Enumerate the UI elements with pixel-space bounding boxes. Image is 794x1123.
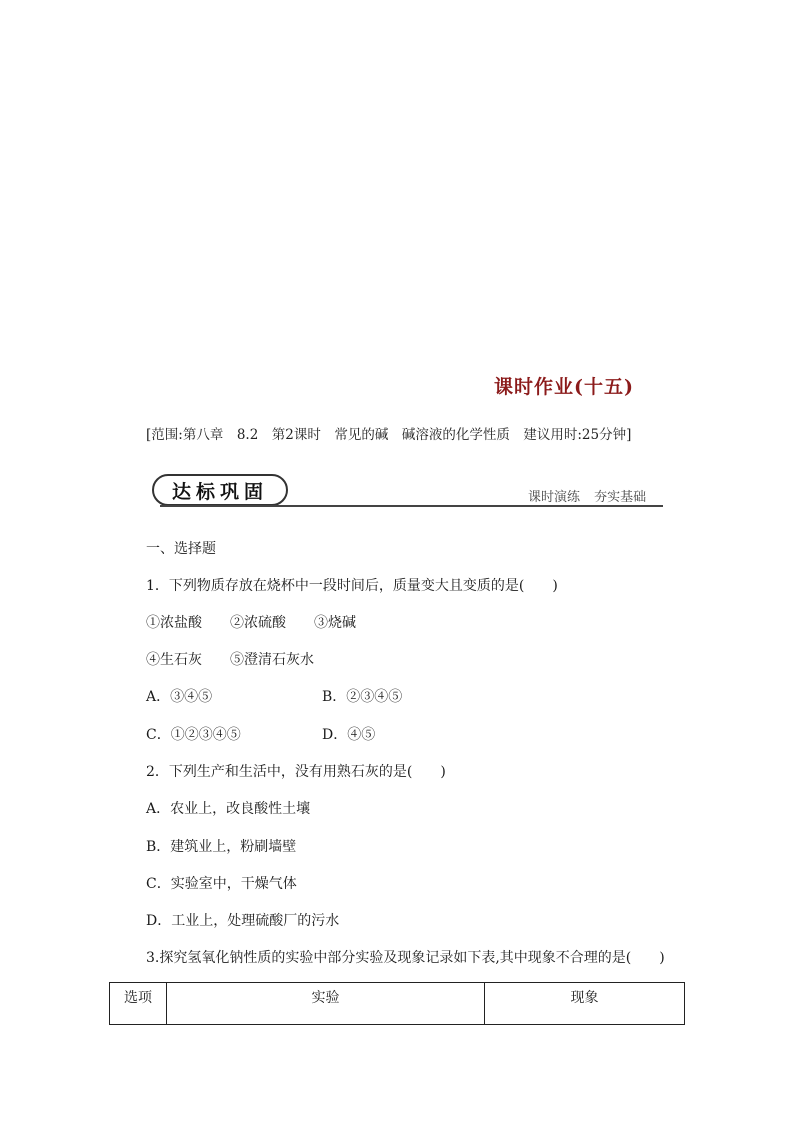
banner-slogan: 课时演练 夯实基础	[528, 490, 647, 505]
table-header-row	[110, 983, 685, 1025]
q2-option-a: A．农业上，改良酸性土壤	[146, 801, 311, 817]
q3-stem: 3.探究氢氧化钠性质的实验中部分实验及现象记录如下表,其中现象不合理的是( )	[146, 950, 665, 966]
q2-option-c: C．实验室中，干燥气体	[146, 876, 297, 892]
section-heading: 一、选择题	[146, 541, 216, 557]
q2-option-d: D．工业上，处理硫酸厂的污水	[146, 913, 340, 929]
q2-stem: 2．下列生产和生活中，没有用熟石灰的是( )	[146, 764, 446, 780]
q1-items-1: ①浓盐酸 ②浓硫酸 ③烧碱	[146, 615, 356, 631]
q1-items-2: ④生石灰 ⑤澄清石灰水	[146, 652, 314, 668]
q1-option-c: C．①②③④⑤	[146, 727, 241, 743]
q1-option-a: A．③④⑤	[146, 689, 213, 705]
page-title: 课时作业(十五)	[494, 376, 634, 398]
q1-stem: 1．下列物质存放在烧杯中一段时间后，质量变大且变质的是( )	[146, 578, 558, 594]
section-badge: 达标巩固	[152, 474, 288, 506]
q1-option-b: B．②③④⑤	[322, 689, 403, 705]
table-header-phenomenon: 现象	[485, 983, 685, 1025]
scope-note: [范围:第八章 8.2 第2课时 常见的碱 碱溶液的化学性质 建议用时:25分钟]	[146, 427, 632, 443]
table-header-option: 选项	[110, 983, 167, 1025]
q2-option-b: B．建筑业上，粉刷墙壁	[146, 839, 297, 855]
q1-option-d: D．④⑤	[322, 727, 376, 743]
banner-divider	[160, 505, 663, 507]
q3-table	[109, 982, 685, 1025]
table-header-experiment: 实验	[167, 983, 485, 1025]
